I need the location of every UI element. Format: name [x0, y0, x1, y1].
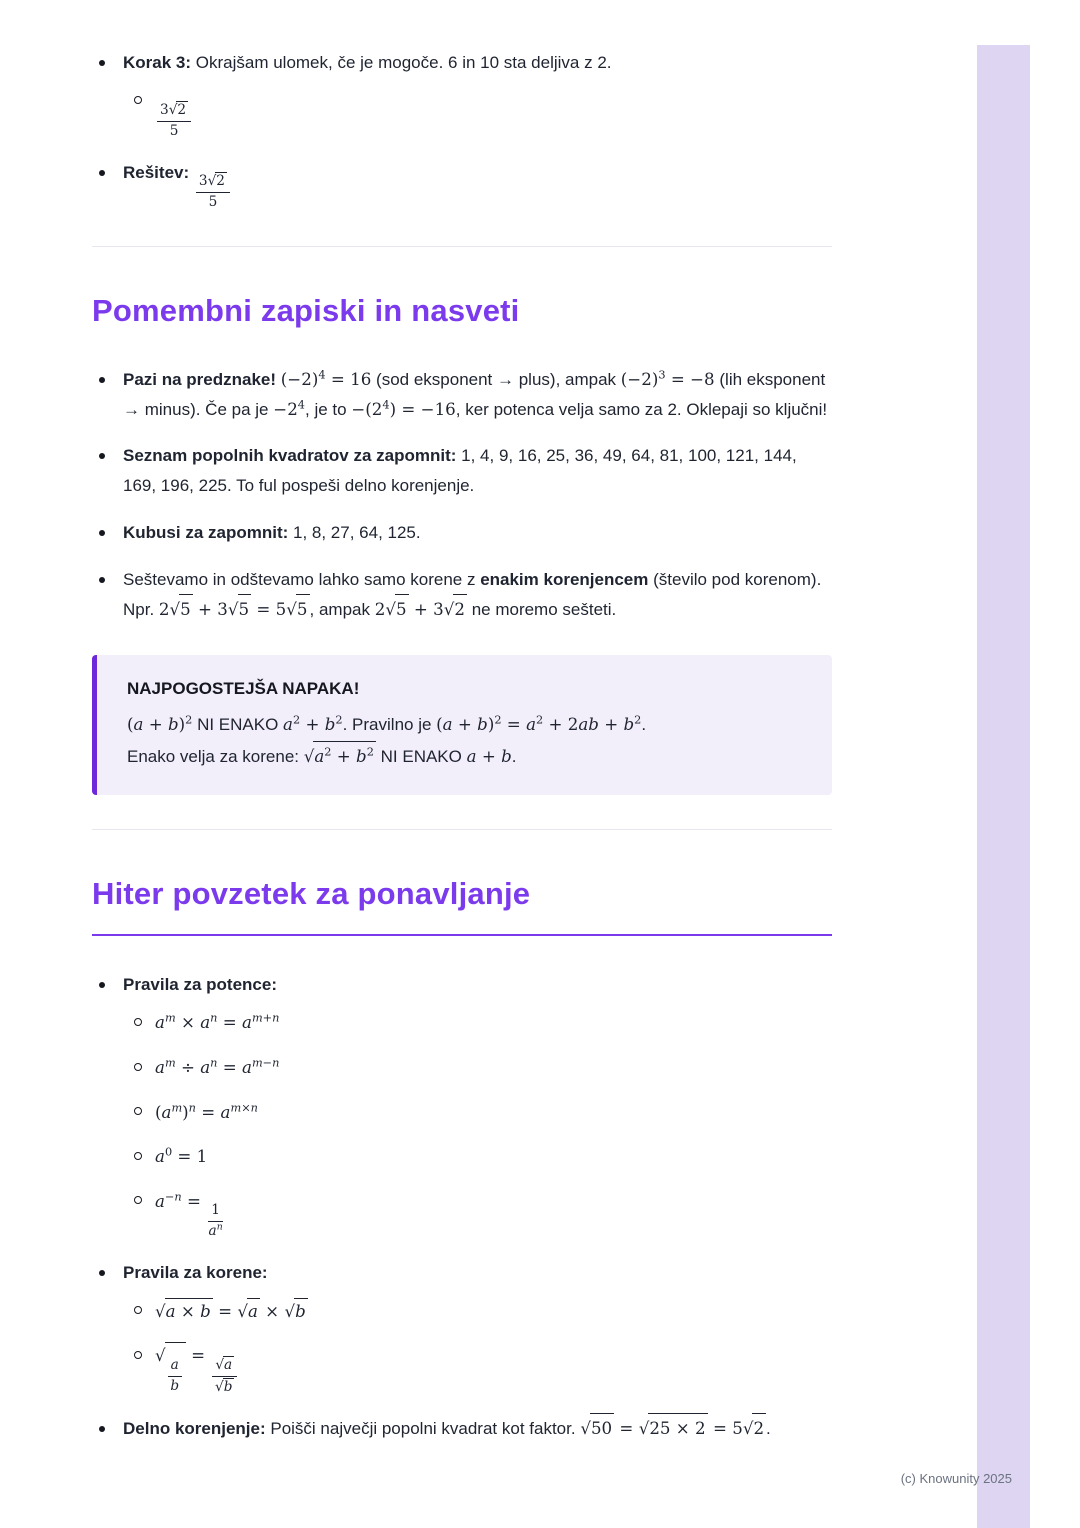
- list-item-text: Delno korenjenje: Poišči največji popolni kvadrat kot faktor. √50 = √25 × 2 = 5√2 .: [123, 1419, 771, 1438]
- list-item: [92, 441, 832, 501]
- sub-list-item: √ $\frac{a}{b}$ = $\frac{√a}{√b}$: [127, 1342, 832, 1396]
- section-title-summary: Hiter povzetek za ponavljanje: [92, 875, 531, 911]
- sub-list: [127, 1009, 832, 1241]
- list-item: [92, 1413, 832, 1444]
- sub-list-item: $(a^m)^n = a^{m\times n}$: [127, 1099, 832, 1127]
- section-divider: [92, 829, 832, 830]
- notes-list: [92, 365, 832, 625]
- intro-list: [92, 48, 832, 212]
- sub-list-item: √a × b = √a × √b: [127, 1298, 832, 1326]
- sub-list-item: $\frac{3√2}{5}$: [127, 88, 832, 141]
- list-item: [92, 48, 832, 141]
- section-title-notes: Pomembni zapiski in nasveti: [92, 292, 520, 328]
- sub-list: [127, 88, 832, 141]
- sub-list-item: $a^0 = 1$: [127, 1143, 832, 1171]
- list-item-text: Pravila za korene:: [123, 1262, 268, 1282]
- callout-line: $(a + b)^2$ NI ENAKO $a^2 + b^2$. Pravilno je $(a + b)^2 = a^2 + 2ab + b^2$.: [127, 712, 647, 734]
- list-item-text: Seštevamo in odštevamo lahko samo korene z enakim korenjencem (število pod korenom). Npr. 2√5 + 3√5 = 5√5 , ampak 2√5 + 3√2 ne moremo sešteti.: [123, 570, 821, 620]
- section-divider: [92, 246, 832, 247]
- sub-list-item: $a^m \times a^n = a^{m+n}$: [127, 1009, 832, 1037]
- sub-list-item: $a^{-n}$ = $\frac{1}{a^n}$: [127, 1188, 832, 1241]
- list-item-text: Pazi na predznake! $(-2)^4 = 16$ (sod eksponent → plus), ampak $(-2)^3 = -8$ (lih eksponent → minus). Če pa je $-2^4$, je to $-(2^4) = -16$, ker potenca velja samo za 2. Oklepaji so ključni!: [123, 367, 828, 419]
- copyright: (c) Knowunity 2025: [900, 1471, 1012, 1486]
- callout-title: NAJPOGOSTEJŠA NAPAKA!: [127, 679, 360, 698]
- list-item: [92, 1258, 832, 1396]
- sub-list: [127, 1298, 832, 1397]
- list-item: [92, 518, 832, 548]
- list-item-text: Kubusi za zapomnit: 1, 8, 27, 64, 125.: [123, 522, 421, 542]
- list-item-text: Korak 3: Okrajšam ulomek, če je mogoče. 6 in 10 sta deljiva z 2.: [123, 53, 612, 72]
- page-edge-strip: [977, 45, 1030, 1528]
- callout-line: Enako velja za korene: $√a^2 + b^2$ NI ENAKO a + b.: [127, 741, 802, 773]
- summary-list: [92, 970, 832, 1444]
- heading-rule: [92, 934, 832, 936]
- list-item-text: Seznam popolnih kvadratov za zapomnit: 1, 4, 9, 16, 25, 36, 49, 64, 81, 100, 121, 144, 169, 196, 225. To ful pospeši delno korenjenje.: [123, 446, 797, 495]
- warning-callout: [92, 655, 832, 795]
- list-item: [92, 565, 832, 626]
- sub-list-item: $a^m \div a^n = a^{m-n}$: [127, 1054, 832, 1082]
- list-item-text: Pravila za potence:: [123, 974, 278, 994]
- list-item-text: Rešitev: $\frac{3√2}{5}$: [123, 163, 232, 182]
- list-item: [92, 158, 832, 212]
- notes-document: [92, 48, 832, 1461]
- list-item: [92, 365, 832, 425]
- list-item: [92, 970, 832, 1241]
